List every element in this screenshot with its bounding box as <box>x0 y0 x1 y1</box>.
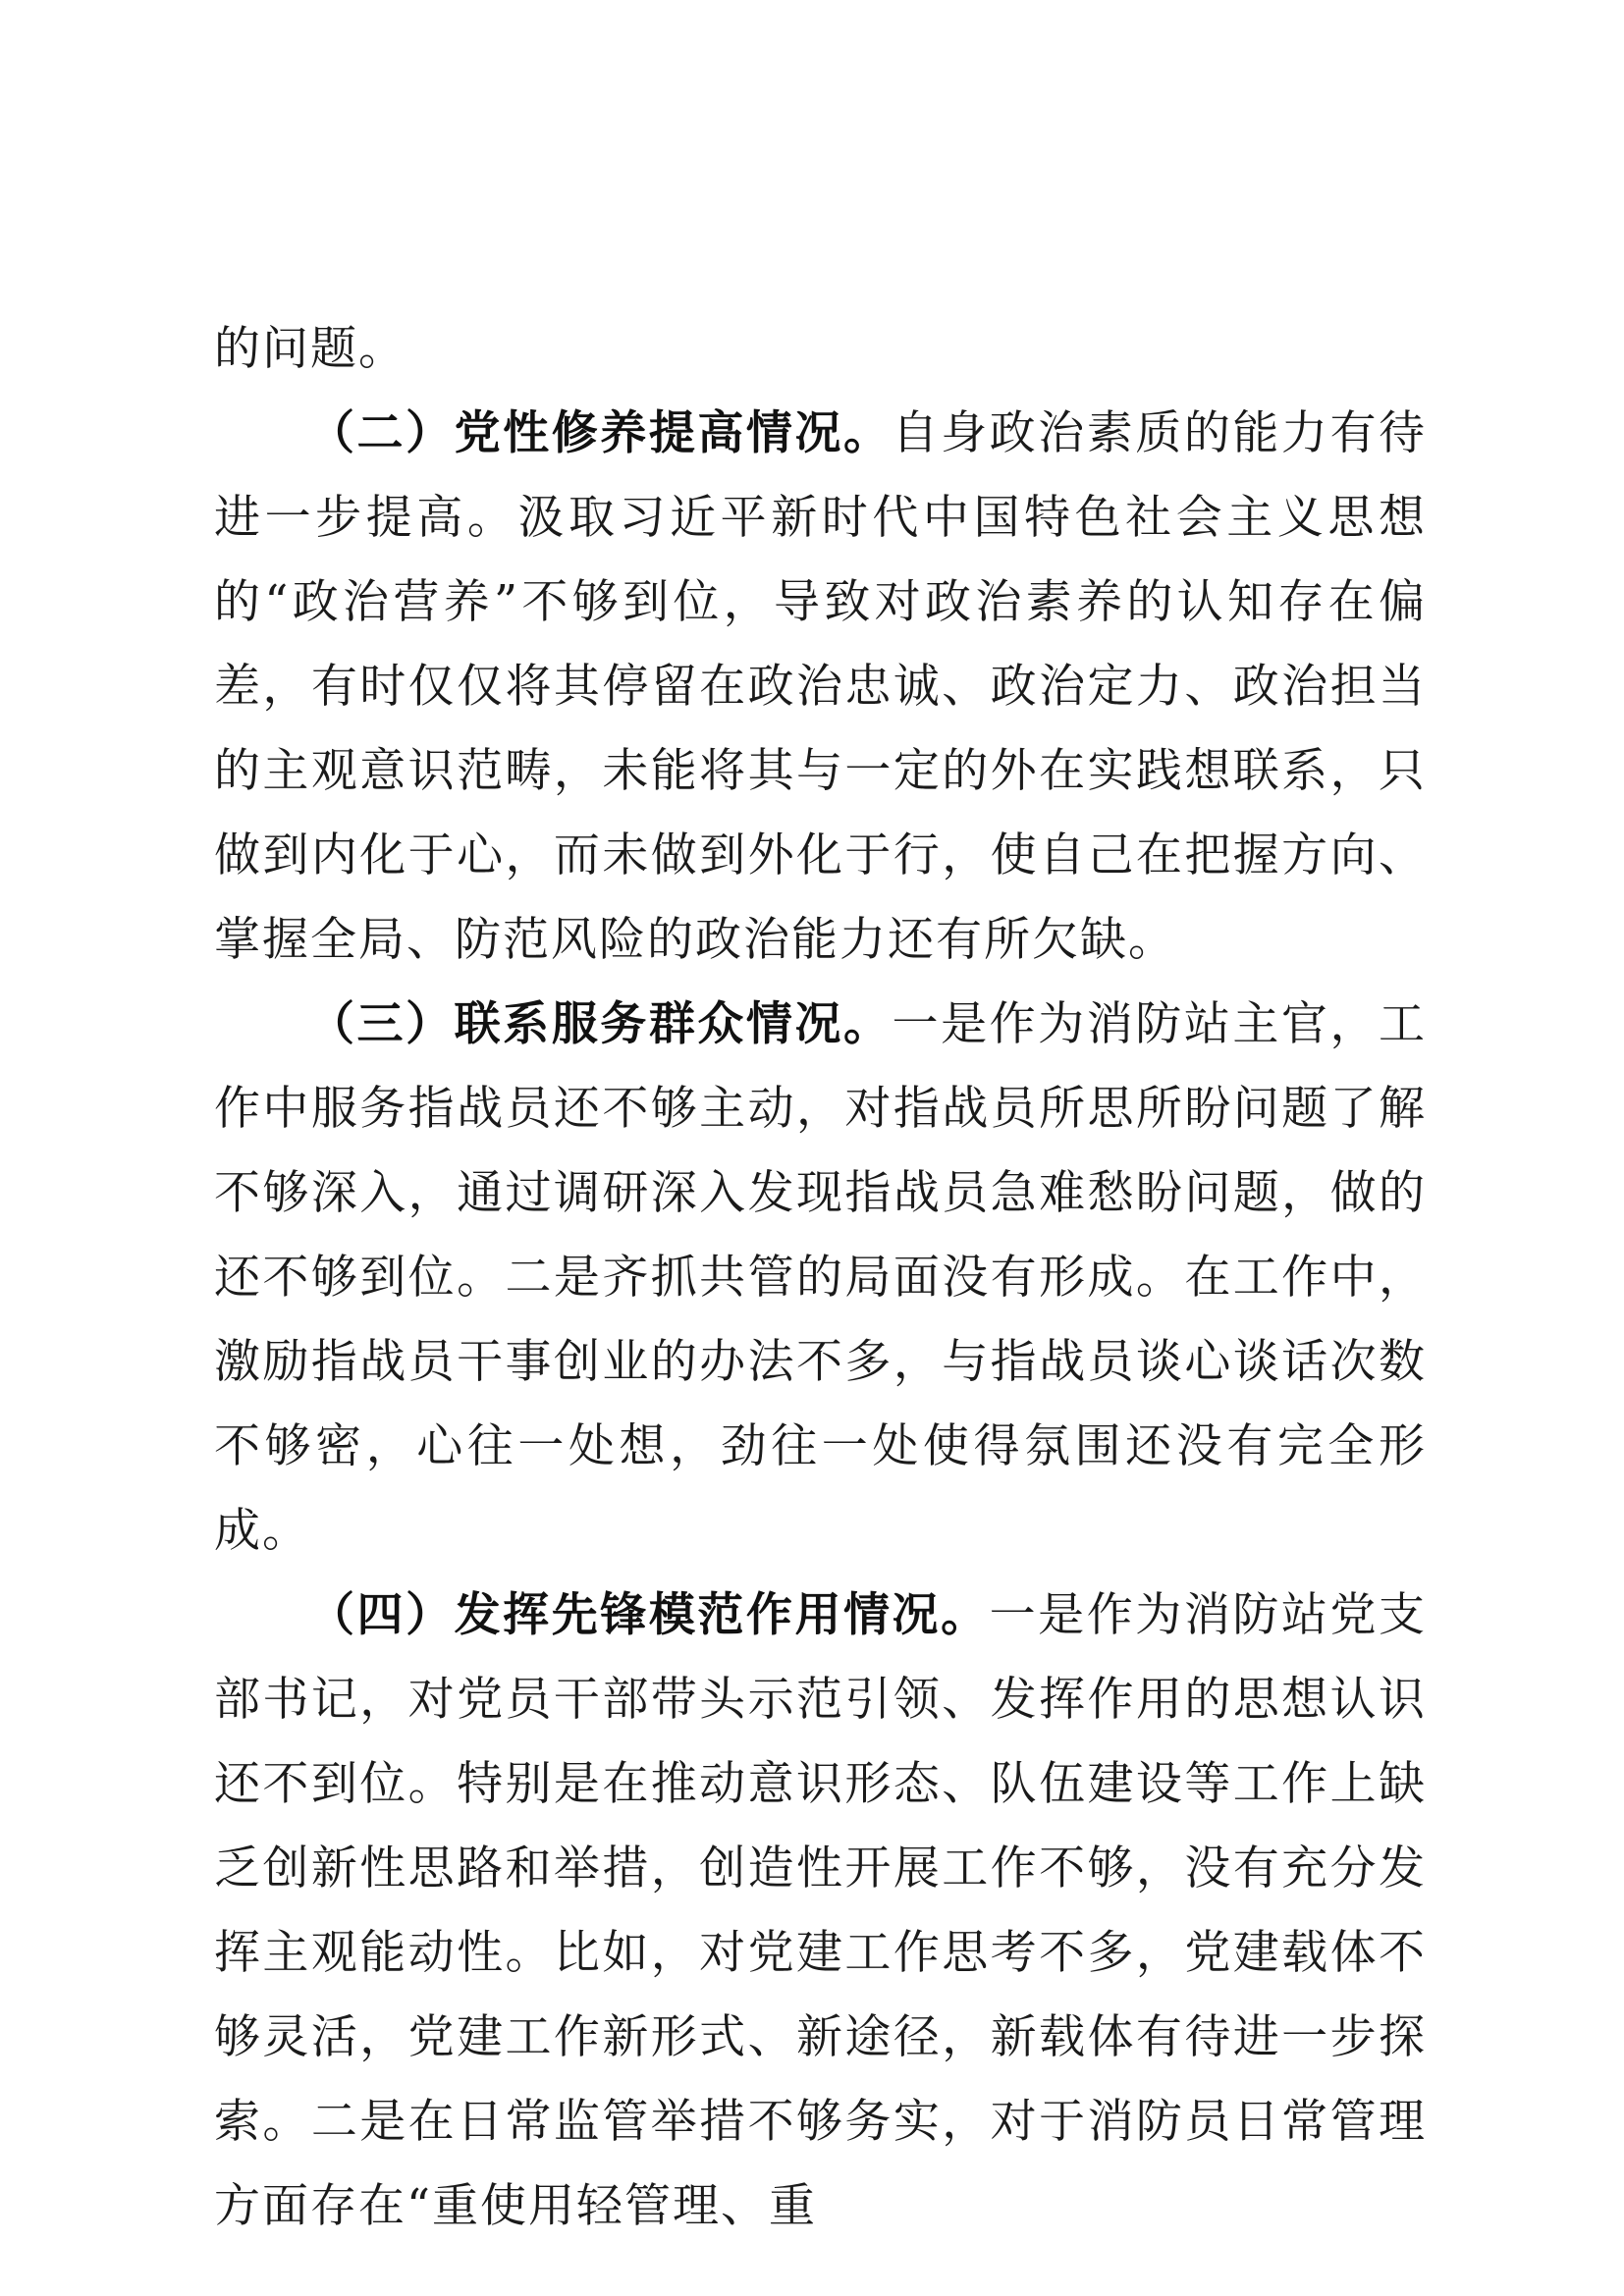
paragraph-party-cultivation <box>214 392 1427 983</box>
paragraph-continuation <box>214 307 1427 392</box>
paragraph-vanguard-role <box>214 1574 1427 2249</box>
paragraph-text: 自身政治素质的能力有待进一步提高。汲取习近平新时代中国特色社会主义思想的“政治营养”不够到位，导致对政治素养的认知存在偏差，有时仅仅将其停留在政治忠诚、政治定力、政治担当的主观意识范畴，未能将其与一定的外在实践想联系，只做到内化于心，而未做到外化于行，使自己在把握方向、掌握全局、防范风险的政治能力还有所欠缺。 <box>214 406 1428 967</box>
section-heading: （二）党性修养提高情况。 <box>308 406 893 460</box>
paragraph-serving-masses <box>214 983 1427 1574</box>
paragraph-text: 一是作为消防站主官，工作中服务指战员还不够主动，对指战员所思所盼问题了解不够深入，通过调研深入发现指战员急难愁盼问题，做的还不够到位。二是齐抓共管的局面没有形成。在工作中，激励指战员干事创业的办法不多，与指战员谈心谈话次数不够密，心往一处想，劲往一处使得氛围还没有完全形成。 <box>214 997 1428 1558</box>
section-heading: （四）发挥先锋模范作用情况。 <box>308 1588 990 1642</box>
paragraph-text: 的问题。 <box>214 322 406 376</box>
document-body <box>214 307 1427 2249</box>
section-heading: （三）联系服务群众情况。 <box>308 997 893 1051</box>
paragraph-text: 一是作为消防站党支部书记，对党员干部带头示范引领、发挥作用的思想认识还不到位。特别是在推动意识形态、队伍建设等工作上缺乏创新性思路和举措，创造性开展工作不够，没有充分发挥主观能动性。比如，对党建工作思考不多，党建载体不够灵活，党建工作新形式、新途径，新载体有待进一步探索。二是在日常监管举措不够务实，对于消防员日常管理方面存在“重使用轻管理、重 <box>214 1588 1428 2233</box>
